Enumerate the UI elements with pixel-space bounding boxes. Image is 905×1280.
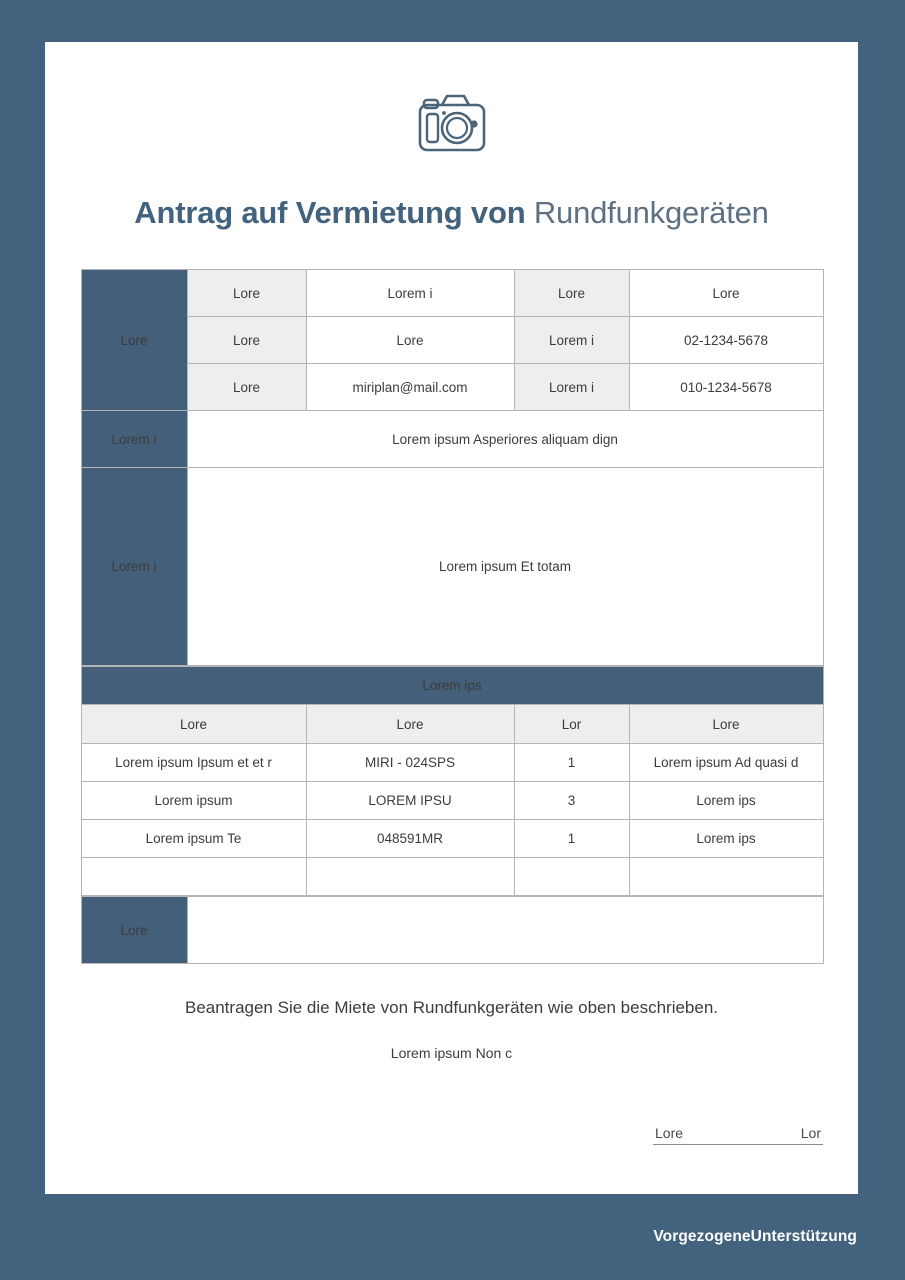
page-title xyxy=(45,195,858,231)
item-cell[interactable] xyxy=(514,858,629,896)
items-banner-row xyxy=(81,667,823,705)
items-header-1: Lore xyxy=(306,705,514,744)
signature-left-label: Lore xyxy=(655,1125,684,1141)
camera-icon xyxy=(416,92,488,154)
contact-label-b-2[interactable]: Lorem i xyxy=(514,364,629,411)
item-cell[interactable]: LOREM IPSU xyxy=(306,782,514,820)
item-cell[interactable]: Lorem ipsum Ad quasi d xyxy=(629,744,823,782)
document-sheet xyxy=(45,42,858,1194)
note-sub: Lorem ipsum Non c xyxy=(390,1045,513,1061)
detail-label-1: Lorem i xyxy=(81,468,187,666)
item-cell[interactable]: Lorem ipsum Te xyxy=(81,820,306,858)
table-row xyxy=(81,782,823,820)
table-row xyxy=(81,411,823,468)
footer-block-table xyxy=(81,896,824,964)
contact-label-a-0[interactable]: Lore xyxy=(187,270,306,317)
contact-label-b-1[interactable]: Lorem i xyxy=(514,317,629,364)
contact-value-a-0[interactable]: Lorem i xyxy=(306,270,514,317)
detail-value-0[interactable]: Lorem ipsum Asperiores aliquam dign xyxy=(187,411,823,468)
table-row xyxy=(81,317,823,364)
contact-value-a-2[interactable]: miriplan@mail.com xyxy=(306,364,514,411)
table-row xyxy=(81,897,823,964)
detail-value-1[interactable]: Lorem ipsum Et totam xyxy=(187,468,823,666)
item-cell[interactable]: 3 xyxy=(514,782,629,820)
items-header-2: Lor xyxy=(514,705,629,744)
form-tables xyxy=(81,269,823,964)
item-cell[interactable]: Lorem ipsum xyxy=(81,782,306,820)
table-row xyxy=(81,468,823,666)
contact-value-b-2[interactable]: 010-1234-5678 xyxy=(629,364,823,411)
title-secondary: Rundfunkgeräten xyxy=(533,195,769,230)
contact-label-a-2[interactable]: Lore xyxy=(187,364,306,411)
table-row xyxy=(81,364,823,411)
table-row xyxy=(81,858,823,896)
item-cell[interactable]: Lorem ips xyxy=(629,782,823,820)
item-cell[interactable]: MIRI - 024SPS xyxy=(306,744,514,782)
footer-block-value[interactable] xyxy=(187,897,823,964)
signature-right-label: Lor xyxy=(800,1125,821,1141)
item-cell[interactable]: 048591MR xyxy=(306,820,514,858)
contact-value-a-1[interactable]: Lore xyxy=(306,317,514,364)
item-cell[interactable] xyxy=(629,858,823,896)
contact-section-label: Lore xyxy=(81,270,187,411)
contact-label-a-1[interactable]: Lore xyxy=(187,317,306,364)
contact-value-b-0[interactable]: Lore xyxy=(629,270,823,317)
signature-area xyxy=(653,1125,823,1145)
title-primary: Antrag auf Vermietung von xyxy=(134,195,526,230)
note-main: Beantragen Sie die Miete von Rundfunkgeräten wie oben beschrieben. xyxy=(184,998,719,1017)
item-cell[interactable]: 1 xyxy=(514,820,629,858)
contact-table xyxy=(81,269,824,666)
contact-label-b-0[interactable]: Lore xyxy=(514,270,629,317)
table-row xyxy=(81,270,823,317)
contact-value-b-1[interactable]: 02-1234-5678 xyxy=(629,317,823,364)
item-cell[interactable]: 1 xyxy=(514,744,629,782)
brand-name: VorgezogeneUnterstützung xyxy=(653,1228,857,1245)
detail-label-0: Lorem i xyxy=(81,411,187,468)
item-cell[interactable]: Lorem ips xyxy=(629,820,823,858)
signature-line[interactable] xyxy=(653,1144,823,1145)
item-cell[interactable] xyxy=(81,858,306,896)
items-header-0: Lore xyxy=(81,705,306,744)
table-row xyxy=(81,744,823,782)
items-table xyxy=(81,666,824,896)
item-cell[interactable]: Lorem ipsum Ipsum et et r xyxy=(81,744,306,782)
item-cell[interactable] xyxy=(306,858,514,896)
signature-labels xyxy=(653,1125,823,1144)
items-header-3: Lore xyxy=(629,705,823,744)
table-row xyxy=(81,820,823,858)
items-banner: Lorem ips xyxy=(81,667,823,705)
items-header-row xyxy=(81,705,823,744)
footer-block-label: Lore xyxy=(81,897,187,964)
header-icon-area xyxy=(45,42,858,159)
